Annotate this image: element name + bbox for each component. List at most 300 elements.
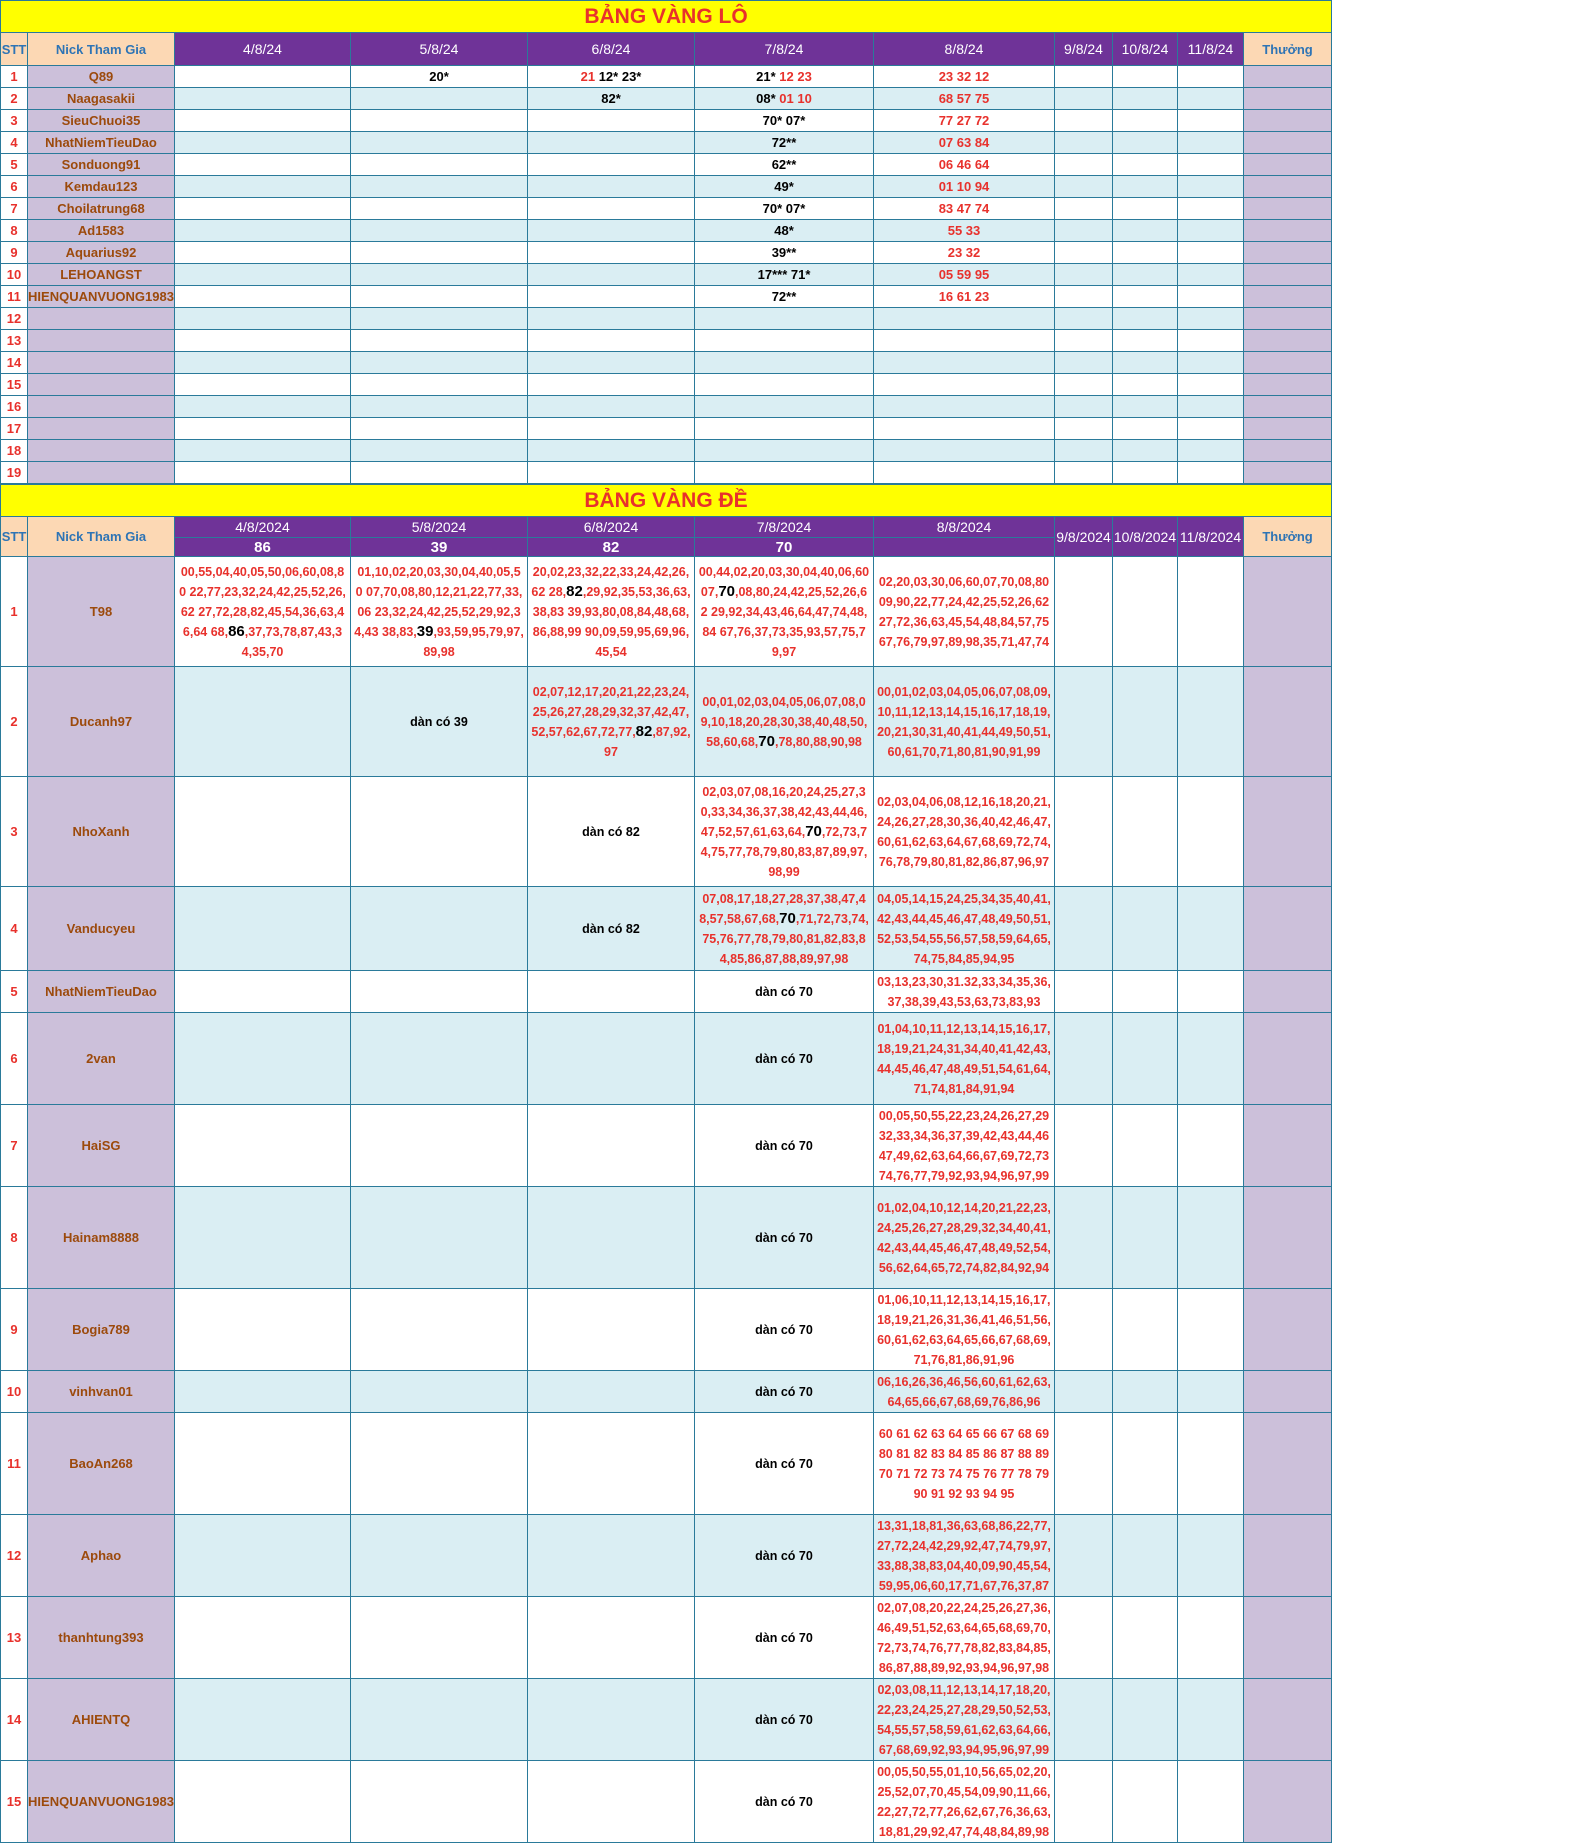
row-stt: 12: [1, 1515, 28, 1597]
row-cell: [175, 462, 351, 484]
row-cell: [1055, 330, 1113, 352]
row-cell: [351, 1597, 528, 1679]
cell-text: 02,03,07,08,16,20,24,25,27,30,33,34,36,37,38,42,43,44,46,47,52,57,61,63,64,: [700, 784, 868, 839]
row-thuong: [1244, 308, 1332, 330]
row-cell: [1178, 1289, 1244, 1371]
row-cell: [874, 396, 1055, 418]
row-cell: [1113, 667, 1178, 777]
lo-row: [1, 198, 1569, 220]
cell-content: [874, 1198, 1054, 1278]
row-cell: [695, 132, 874, 154]
cell-text: 07,08,17,18,27,28,37,38,47,48,57,58,67,68,: [699, 891, 866, 926]
row-cell: [874, 667, 1055, 777]
result-number: 82: [528, 538, 695, 557]
cell-text: 01,02,04,10,12,14,20,21,22,23, 24,25,26,27,28,29,32,34,40,41, 42,43,44,45,46,47,48,49,52,54, 56,62,64,65,72,74,82,84,92,94: [877, 1200, 1051, 1275]
row-cell: [695, 110, 874, 132]
de-row: [1, 1679, 1569, 1761]
row-nick: HIENQUANVUONG1983: [28, 1761, 175, 1843]
row-cell: [1178, 396, 1244, 418]
row-cell: [874, 176, 1055, 198]
de-row: [1, 777, 1569, 887]
row-cell: [1178, 242, 1244, 264]
row-cell: [1178, 1187, 1244, 1289]
row-stt: 5: [1, 971, 28, 1013]
row-stt: 2: [1, 667, 28, 777]
row-nick: Naagasakii: [28, 88, 175, 110]
row-cell: [1055, 308, 1113, 330]
row-stt: 9: [1, 1289, 28, 1371]
row-cell: [695, 286, 874, 308]
lo-row: [1, 286, 1569, 308]
cell-text: 02,03,08,11,12,13,14,17,18,20,22,23,24,25,27,28,29,50,52,53,54,55,57,58,59,61,62,63,64,66,67,68,69,92,93,94,95,96,97,99: [877, 1682, 1051, 1757]
row-stt: 8: [1, 1187, 28, 1289]
header-date: 10/8/24: [1113, 33, 1178, 66]
row-cell: [1113, 971, 1178, 1013]
row-cell: [695, 1371, 874, 1413]
row-cell: [528, 418, 695, 440]
row-nick: NhatNiemTieuDao: [28, 132, 175, 154]
row-cell: [528, 887, 695, 971]
header-date: 6/8/2024: [528, 517, 695, 538]
row-cell: [351, 132, 528, 154]
de-row: [1, 971, 1569, 1013]
cell-text: 49*: [774, 179, 794, 194]
cell-text: 13,31,18,81,36,63,68,86,22,77, 27,72,24,42,29,92,47,74,79,97, 33,88,38,83,04,40,09,90,45,54, 59,95,06,60,17,71,67,76,37,87: [877, 1518, 1051, 1593]
row-cell: [695, 1289, 874, 1371]
row-stt: 10: [1, 264, 28, 286]
cell-content: [695, 562, 873, 662]
row-nick: Sonduong91: [28, 154, 175, 176]
row-thuong: [1244, 264, 1332, 286]
cell-text: 72**: [771, 289, 797, 304]
lo-row: [1, 396, 1569, 418]
cell-text: dàn có 82: [582, 824, 640, 839]
cell-text: 23 32 12: [938, 69, 990, 84]
row-cell: [695, 887, 874, 971]
lo-row: [1, 264, 1569, 286]
row-cell: [528, 462, 695, 484]
row-cell: [1178, 154, 1244, 176]
header-date: 8/8/2024: [874, 517, 1055, 538]
row-thuong: [1244, 220, 1332, 242]
row-cell: [175, 132, 351, 154]
row-cell: [528, 176, 695, 198]
row-cell: [1113, 418, 1178, 440]
row-cell: [874, 1761, 1055, 1843]
row-stt: 14: [1, 1679, 28, 1761]
row-cell: [695, 1515, 874, 1597]
row-cell: [1178, 176, 1244, 198]
row-thuong: [1244, 418, 1332, 440]
row-nick: Hainam8888: [28, 1187, 175, 1289]
row-cell: [1113, 557, 1178, 667]
row-cell: [695, 1761, 874, 1843]
row-cell: [528, 1013, 695, 1105]
row-stt: 15: [1, 1761, 28, 1843]
row-cell: [351, 557, 528, 667]
cell-content: [874, 1762, 1054, 1842]
cell-text: 02,07,12,17,20,21,22,23,24,25,26,27,28,29,32,37,42,47,52,57,62,67,72,77,: [531, 684, 690, 739]
row-cell: [695, 1105, 874, 1187]
row-cell: [1178, 88, 1244, 110]
de-row: [1, 1413, 1569, 1515]
row-stt: 6: [1, 1013, 28, 1105]
row-cell: [351, 352, 528, 374]
de-row: [1, 1371, 1569, 1413]
row-cell: [1178, 220, 1244, 242]
row-cell: [528, 1289, 695, 1371]
row-cell: [351, 1187, 528, 1289]
row-cell: [175, 667, 351, 777]
row-nick: HaiSG: [28, 1105, 175, 1187]
row-cell: [175, 1371, 351, 1413]
row-cell: [874, 418, 1055, 440]
row-cell: [1113, 1597, 1178, 1679]
row-cell: [1113, 154, 1178, 176]
row-cell: [175, 1597, 351, 1679]
row-nick: [28, 418, 175, 440]
row-stt: 9: [1, 242, 28, 264]
de-row: [1, 887, 1569, 971]
row-cell: [1178, 971, 1244, 1013]
row-cell: [1055, 220, 1113, 242]
row-stt: 7: [1, 1105, 28, 1187]
row-nick: [28, 440, 175, 462]
row-thuong: [1244, 1013, 1332, 1105]
row-nick: Bogia789: [28, 1289, 175, 1371]
row-cell: [874, 66, 1055, 88]
row-cell: [1055, 286, 1113, 308]
row-cell: [351, 1761, 528, 1843]
row-cell: [351, 1371, 528, 1413]
cell-text: 00,05,50,55,01,10,56,65,02,20,25,52,07,70,45,54,09,90,11,66,22,27,72,77,26,62,67,76,36,63,18,81,29,92,47,74,48,84,89,98: [877, 1764, 1051, 1839]
row-nick: Ad1583: [28, 220, 175, 242]
de-row: [1, 557, 1569, 667]
cell-content: [874, 682, 1054, 762]
cell-content: [874, 572, 1054, 652]
row-cell: [695, 1413, 874, 1515]
row-cell: [528, 352, 695, 374]
row-cell: [175, 1679, 351, 1761]
row-cell: [1055, 418, 1113, 440]
header-stt: STT: [1, 517, 28, 557]
row-thuong: [1244, 1515, 1332, 1597]
row-cell: [351, 440, 528, 462]
row-cell: [1113, 330, 1178, 352]
row-cell: [695, 330, 874, 352]
row-cell: [874, 1597, 1055, 1679]
row-stt: 8: [1, 220, 28, 242]
row-cell: [1113, 1187, 1178, 1289]
cell-content: [695, 692, 873, 752]
row-stt: 6: [1, 176, 28, 198]
cell-content: [695, 1628, 873, 1648]
cell-text: 01 10: [779, 91, 812, 106]
row-cell: [528, 66, 695, 88]
row-cell: [175, 887, 351, 971]
winning-number: 86: [228, 622, 245, 640]
cell-content: [874, 1516, 1054, 1596]
row-stt: 1: [1, 557, 28, 667]
row-cell: [1113, 1105, 1178, 1187]
row-cell: [175, 418, 351, 440]
row-cell: [1113, 132, 1178, 154]
row-cell: [695, 667, 874, 777]
cell-content: [351, 712, 527, 732]
row-cell: [351, 242, 528, 264]
row-thuong: [1244, 971, 1332, 1013]
row-cell: [1113, 198, 1178, 220]
row-stt: 7: [1, 198, 28, 220]
row-thuong: [1244, 1289, 1332, 1371]
row-cell: [351, 176, 528, 198]
row-cell: [1178, 440, 1244, 462]
row-thuong: [1244, 88, 1332, 110]
row-cell: [351, 308, 528, 330]
cell-text: 02,07,08,20,22,24,25,26,27,36, 46,49,51,52,63,64,65,68,69,70, 72,73,74,76,77,78,82,83,84,85, 86,87,88,89,92,93,94,96,97,98: [877, 1600, 1051, 1675]
winning-number: 39: [416, 622, 434, 640]
result-number: 86: [175, 538, 351, 557]
row-cell: [1113, 66, 1178, 88]
row-cell: [695, 557, 874, 667]
row-cell: [1113, 110, 1178, 132]
row-cell: [175, 264, 351, 286]
cell-content: [695, 982, 873, 1002]
row-cell: [1113, 352, 1178, 374]
row-cell: [1055, 777, 1113, 887]
header-thuong: Thưởng: [1244, 517, 1332, 557]
row-cell: [1113, 462, 1178, 484]
row-cell: [1178, 1679, 1244, 1761]
cell-text: 00,55,04,40,05,50,06,60,08,80 22,77,23,32,24,42,25,52,26,62 27,72,28,82,45,54,36,63,46,64 68,: [179, 564, 346, 639]
row-cell: [1055, 1371, 1113, 1413]
row-cell: [1178, 667, 1244, 777]
cell-content: [695, 1228, 873, 1248]
row-cell: [1055, 1413, 1113, 1515]
row-cell: [175, 1515, 351, 1597]
cell-text: 01,04,10,11,12,13,14,15,16,17,18,19,21,24,31,34,40,41,42,43,44,45,46,47,48,49,51,54,61,64,71,74,81,84,91,94: [877, 1021, 1051, 1096]
row-cell: [1113, 396, 1178, 418]
row-cell: [175, 88, 351, 110]
cell-content: [695, 1454, 873, 1474]
winning-number: 70: [779, 909, 796, 927]
cell-text: dàn có 70: [755, 1384, 813, 1399]
row-cell: [175, 396, 351, 418]
row-cell: [1055, 971, 1113, 1013]
row-cell: [351, 1413, 528, 1515]
row-stt: 19: [1, 462, 28, 484]
row-thuong: [1244, 352, 1332, 374]
row-cell: [1113, 777, 1178, 887]
row-thuong: [1244, 330, 1332, 352]
row-cell: [175, 308, 351, 330]
cell-content: [528, 919, 694, 939]
row-cell: [351, 154, 528, 176]
de-row: [1, 1597, 1569, 1679]
lo-row: [1, 66, 1569, 88]
row-cell: [695, 1679, 874, 1761]
row-stt: 10: [1, 1371, 28, 1413]
row-cell: [1055, 1597, 1113, 1679]
cell-text: ,93,59,95,79,97,89,98: [423, 624, 524, 659]
cell-text: 60 61 62 63 64 65 66 67 68 69 80 81 82 83 84 85 86 87 88 89 70 71 72 73 74 75 76 77 78 79 90 91 92 93 94 95: [878, 1426, 1050, 1501]
row-cell: [351, 1289, 528, 1371]
row-cell: [695, 374, 874, 396]
row-cell: [528, 1371, 695, 1413]
row-cell: [175, 1013, 351, 1105]
row-cell: [1055, 1105, 1113, 1187]
row-cell: [874, 352, 1055, 374]
row-cell: [1178, 66, 1244, 88]
de-row: [1, 1289, 1569, 1371]
row-cell: [695, 1597, 874, 1679]
row-cell: [874, 1013, 1055, 1105]
row-cell: [528, 242, 695, 264]
row-nick: [28, 352, 175, 374]
row-cell: [1055, 1515, 1113, 1597]
row-cell: [874, 440, 1055, 462]
lo-row: [1, 88, 1569, 110]
header-date: 7/8/24: [695, 33, 874, 66]
lo-row: [1, 418, 1569, 440]
row-thuong: [1244, 1679, 1332, 1761]
row-cell: [1178, 418, 1244, 440]
row-cell: [1113, 1413, 1178, 1515]
row-cell: [175, 330, 351, 352]
row-nick: thanhtung393: [28, 1597, 175, 1679]
row-thuong: [1244, 667, 1332, 777]
cell-text: 03,13,23,30,31.32,33,34,35,36,37,38,39,43,53,63,73,83,93: [877, 974, 1051, 1009]
row-cell: [874, 308, 1055, 330]
row-cell: [695, 1013, 874, 1105]
row-cell: [1178, 308, 1244, 330]
row-cell: [1113, 1289, 1178, 1371]
row-cell: [528, 1413, 695, 1515]
cell-text: 82*: [601, 91, 621, 106]
row-cell: [528, 132, 695, 154]
row-thuong: [1244, 198, 1332, 220]
row-cell: [528, 1597, 695, 1679]
row-cell: [1178, 1515, 1244, 1597]
row-cell: [1178, 110, 1244, 132]
row-nick: SieuChuoi35: [28, 110, 175, 132]
row-cell: [1178, 132, 1244, 154]
row-stt: 4: [1, 132, 28, 154]
row-cell: [175, 1761, 351, 1843]
row-cell: [695, 154, 874, 176]
row-cell: [1113, 374, 1178, 396]
row-cell: [1178, 557, 1244, 667]
cell-content: [695, 1710, 873, 1730]
row-nick: Choilatrung68: [28, 198, 175, 220]
row-cell: [874, 330, 1055, 352]
row-cell: [1113, 887, 1178, 971]
row-cell: [695, 462, 874, 484]
cell-text: 62**: [771, 157, 797, 172]
row-cell: [874, 1679, 1055, 1761]
cell-text: 77 27 72: [938, 113, 990, 128]
row-cell: [175, 1289, 351, 1371]
row-cell: [874, 1413, 1055, 1515]
cell-text: 04,05,14,15,24,25,34,35,40,41,42,43,44,45,46,47,48,49,50,51,52,53,54,55,56,57,58,59,64,65,74,75,84,85,94,95: [877, 891, 1051, 966]
row-cell: [1113, 264, 1178, 286]
row-thuong: [1244, 887, 1332, 971]
row-thuong: [1244, 1413, 1332, 1515]
row-nick: [28, 396, 175, 418]
row-cell: [528, 971, 695, 1013]
lo-row: [1, 330, 1569, 352]
row-cell: [1178, 1761, 1244, 1843]
result-number: 70: [695, 538, 874, 557]
row-cell: [175, 110, 351, 132]
row-stt: 1: [1, 66, 28, 88]
row-cell: [695, 242, 874, 264]
header-date: 4/8/2024: [175, 517, 351, 538]
row-nick: Kemdau123: [28, 176, 175, 198]
header-date: 5/8/24: [351, 33, 528, 66]
row-cell: [351, 462, 528, 484]
lo-row: [1, 352, 1569, 374]
row-cell: [695, 777, 874, 887]
row-cell: [528, 1679, 695, 1761]
cell-text: 20*: [429, 69, 449, 84]
header-date: 5/8/2024: [351, 517, 528, 538]
cell-content: [874, 1106, 1054, 1186]
cell-text: 01,06,10,11,12,13,14,15,16,17,18,19,21,26,31,36,41,46,51,56,60,61,62,63,64,65,66,67,68,69,71,76,81,86,91,96: [877, 1292, 1051, 1367]
cell-content: [874, 1290, 1054, 1370]
cell-content: [528, 682, 694, 762]
row-stt: 14: [1, 352, 28, 374]
row-cell: [695, 308, 874, 330]
header-stt: STT: [1, 33, 28, 66]
winning-number: 70: [718, 582, 735, 600]
row-cell: [1113, 1679, 1178, 1761]
cell-text: dàn có 70: [755, 984, 813, 999]
cell-text: 21*: [756, 69, 780, 84]
row-cell: [175, 154, 351, 176]
row-cell: [1055, 396, 1113, 418]
row-thuong: [1244, 396, 1332, 418]
header-date: 9/8/2024: [1055, 517, 1113, 557]
row-cell: [351, 110, 528, 132]
de-title: BẢNG VÀNG ĐỀ: [1, 485, 1332, 517]
row-cell: [175, 1413, 351, 1515]
cell-content: [695, 1136, 873, 1156]
row-stt: 16: [1, 396, 28, 418]
row-nick: [28, 330, 175, 352]
row-thuong: [1244, 176, 1332, 198]
cell-content: [874, 1680, 1054, 1760]
row-cell: [695, 176, 874, 198]
cell-text: 16 61 23: [938, 289, 990, 304]
row-nick: BaoAn268: [28, 1413, 175, 1515]
row-stt: 12: [1, 308, 28, 330]
row-cell: [1055, 1289, 1113, 1371]
row-cell: [351, 330, 528, 352]
row-cell: [351, 777, 528, 887]
row-cell: [874, 374, 1055, 396]
row-cell: [351, 374, 528, 396]
row-stt: 5: [1, 154, 28, 176]
row-stt: 13: [1, 330, 28, 352]
row-cell: [175, 220, 351, 242]
row-stt: 17: [1, 418, 28, 440]
row-cell: [695, 198, 874, 220]
result-number: [874, 538, 1055, 557]
row-cell: [1055, 1013, 1113, 1105]
row-cell: [528, 374, 695, 396]
cell-text: 20,02,23,32,22,33,24,42,26,62 28,: [531, 564, 690, 599]
